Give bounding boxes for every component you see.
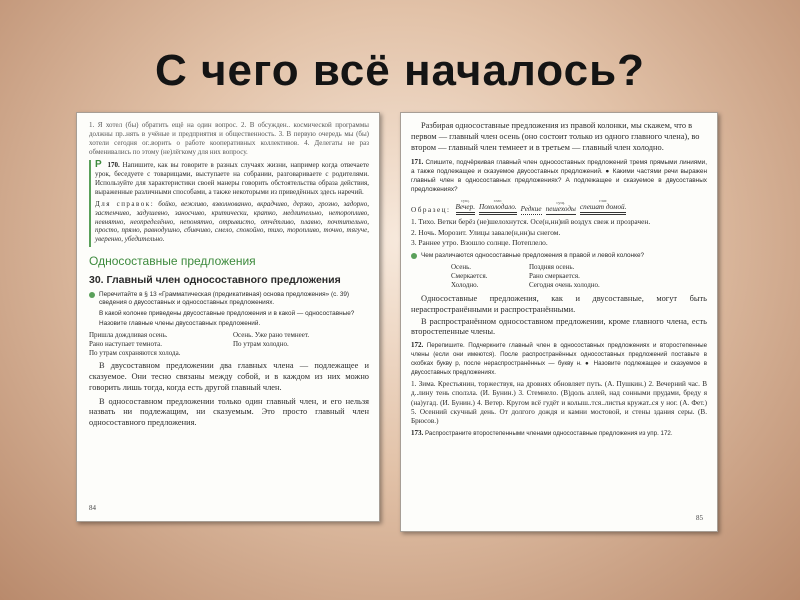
page-number-right: 85 — [696, 514, 703, 523]
exercise-letter-r: Р — [95, 158, 102, 170]
reference-label: Для справок: — [95, 199, 155, 208]
task-3: Назовите главные члены двусоставных предложений. — [99, 319, 261, 327]
table-row: Смеркается. Рано смеркается. — [451, 271, 580, 280]
exercise-172 — [411, 341, 707, 377]
exercise-173 — [411, 429, 707, 438]
exercise-number: 172. — [411, 341, 424, 350]
paragraph-heading: 30. Главный член односоставного предложения — [89, 273, 341, 286]
list-item: 1. Тихо. Ветки берёз (не)шелохнутся. Осе(н,нн)ий воздух свеж и прозрачен. — [411, 217, 651, 227]
exercise-172-content: 1. Зима. Крестьянин, торжествуя, на дровнях обновляет путь. (А. Пушкин.) 2. Вечерний час. В д..лину тень сползла. (И. Бунин.) 3. Стемнело. (В)доль аллей, над сонными прудами, бреду я (на)угад. (И. Бунин.) 4. Ветер. Кругом всё гудёт и колыш..тся..листья кружат..ся у ног. (А. Фет.) 5. Осенний скучный день. От долгого дождя и камни мостовой, и стены здания серы. (В. Брюсов.) — [411, 380, 707, 426]
top-paragraph: 1. Я хотел (бы) обратить ещё на один вопрос. 2. В обсужден.. космической программы должны пр..нять в учёные и предприятия и общественность. 3. В первую очередь мы (бы) хотели сегодня ог..ворить о работе кооперативных коллективов. 4. Делегаты не раз обменивались по этому (не)лёгкому для них вопросу. — [89, 121, 369, 156]
exercise-number: 173. — [411, 429, 424, 438]
sample-word: сущ. Вечер. — [456, 199, 476, 216]
sample-word: Редкие — [521, 205, 542, 215]
slide-title: С чего всё началось? — [154, 46, 645, 95]
exercise-text: Спишите, подчёркивая главный член односоставных предложений тремя прямыми линиями, а также подлежащее и сказуемое двусоставных предложений. ● Какими частями речи выражен главный член в односоставных предложениях? А подлежащее и сказуемое в двусоставных предложениях? — [411, 158, 708, 194]
table-row: Осень. Поздняя осень. — [451, 262, 575, 271]
textbook-page-right — [400, 112, 718, 532]
bullet-dot-icon — [411, 253, 417, 259]
exercise-number: 170. — [107, 160, 120, 169]
exercise-170 — [89, 160, 369, 248]
task-1: Перечитайте в § 13 «Грамматическая (предикативная) основа предложения» (с. 39) сведения о двусоставных и односоставных предложениях. — [89, 291, 369, 307]
sample-word: глаг. спешат домой. — [580, 199, 627, 216]
list-item: 2. Ночь. Морозит. Улицы завале(н,нн)ы снегом. — [411, 227, 561, 237]
section-heading: Односоставные предложения — [89, 254, 256, 269]
exercise-text: Напишите, как вы говорите в разных случаях жизни, например когда отвечаете урок, беседуете с товарищами, выступаете на собрании, разговариваете с родителями. Используйте для характеристики своей манеры говорить обстоятельства образа действия, выраженные различными способами, а также некоторыми из приведённых здесь наречий. — [95, 160, 370, 196]
page-number-left: 84 — [89, 504, 96, 513]
reference-words: бойко, вежливо, взволнованно, вкрадчиво, дерзко, грозно, задорно, застенчиво, задушевно, заносчиво, критически, кратко, медлительно, неторопливо, невнятно, неопределённо, непонятно, отрывисто, отчётливо, плавно, почтительно, просто, прямо, равнодушно, сбивчиво, смело, спокойно, тихо, торопливо, точно, тягуче, уверенно, убедительно. — [95, 199, 369, 244]
example-right-column: Осень. Уже рано темнеет. По утрам холодно. — [233, 330, 310, 348]
example-left-column: Пришла дождливая осень. Рано наступает темнота. По утрам сохраняются холода. — [89, 330, 181, 357]
task-2: В какой колонке приведены двусоставные предложения и в какой — односоставные? — [99, 309, 355, 317]
sample-sentence — [411, 199, 707, 216]
theory-paragraph-2: В односоставном предложении только один главный член, и его нельзя назвать ни подлежащим, ни сказуемым. Это просто главный член односоставного предложения. — [89, 396, 369, 428]
bullet-dot-icon — [89, 292, 95, 298]
exercise-text: Перепишите. Подчеркните главный член в односоставных предложениях и второстепенные члены (если они имеются). После распространённых односоставных предложений поставьте в скобках букву р, после нераспространённых — букву н. ● Назовите подлежащее и сказуемое в двусоставных предложениях. — [411, 342, 708, 377]
sample-word: глаг. Похолодало. — [479, 199, 517, 216]
exercise-text: Распространите второстепенными членами односоставные предложения из упр. 172. — [425, 430, 673, 438]
example-columns — [89, 331, 369, 358]
theory-paragraph-1: Односоставные предложения, как и двусоставные, могут быть нераспространёнными и распространёнными. — [411, 293, 707, 314]
comparison-table — [411, 263, 707, 290]
exercise-number: 171. — [411, 157, 424, 166]
theory-paragraph-2: В распространённом односоставном предложении, кроме главного члена, есть второстепенные члены. — [411, 316, 707, 337]
list-item: 3. Раннее утро. Взошло солнце. Потеплело. — [411, 238, 548, 248]
exercise-171 — [411, 158, 707, 195]
table-row: Холодно. Сегодня очень холодно. — [451, 280, 600, 289]
sample-word: сущ. пешеходы — [546, 201, 576, 216]
intro-paragraph: Разбирая односоставные предложения из правой колонки, мы скажем, что в первом — главный член осень (оно состоит только из одного главного члена), во втором — главный член темнеет и в третьем — главный член холодно. — [411, 121, 700, 152]
sample-label: Образец: — [411, 206, 451, 215]
question-task: Чем различаются односоставные предложения в правой и левой колонке? — [411, 252, 707, 260]
textbook-page-left — [76, 112, 380, 522]
theory-paragraph-1: В двусоставном предложении два главных члена — подлежащее и сказуемое. Они тесно связаны между собой, и в каждом из них можно говорить лишь тогда, когда есть другой главный член. — [89, 360, 369, 392]
